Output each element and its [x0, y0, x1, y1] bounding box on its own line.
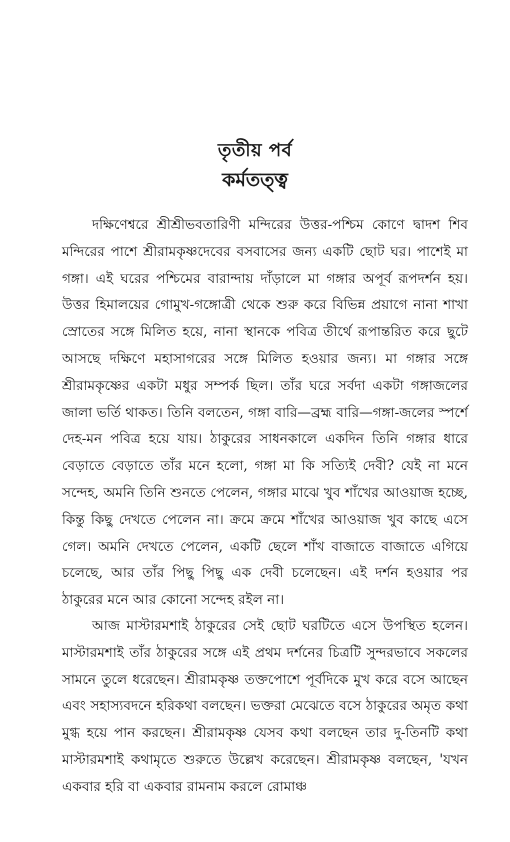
paragraph: দক্ষিণেশ্বরে শ্রীশ্রীভবতারিণী মন্দিরের উত্তর-পশ্চিম কোণে দ্বাদশ শিব মন্দিরের পাশে শ্রীরামকৃষ্ণদেবের বসবাসের জন্য একটি ছোট ঘর। পাশেই মা গঙ্গা। এই ঘরের পশ্চিমের বারান্দায় দাঁড়ালে মা গঙ্গার অপূর্ব রূপদর্শন হয়। উত্তর হিমালয়ের গোমুখ-গঙ্গোত্রী থেকে শুরু করে বিভিন্ন প্রয়াগে নানা শাখা স্রোতের সঙ্গে মিলিত হয়ে, নানা স্থানকে পবিত্র তীর্থে রূপান্তরিত করে ছুটে আসছে দক্ষিণে মহাসাগরের সঙ্গে মিলিত হওয়ার জন্য। মা গঙ্গার সঙ্গে শ্রীরামকৃষ্ণের একটা মধুর সম্পর্ক ছিল। তাঁর ঘরে সর্বদা একটা গঙ্গাজলের জালা ভর্তি থাকত। তিনি বলতেন, গঙ্গা বারি—ব্রহ্ম বারি—গঙ্গা-জলের স্পর্শে দেহ-মন পবিত্র হয়ে যায়। ঠাকুরের সাধনকালে একদিন তিনি গঙ্গার ধারে বেড়াতে বেড়াতে তাঁর মনে হলো, গঙ্গা মা কি সত্যিই দেবী? যেই না মনে সন্দেহ, অমনি তিনি শুনতে পেলেন, গঙ্গার মাঝে খুব শাঁখের আওয়াজ হচ্ছে, কিন্তু কিছু দেখতে পেলেন না। ক্রমে ক্রমে শাঁখের আওয়াজ খুব কাছে এসে গেল। অমনি দেখতে পেলেন, একটি ছেলে শাঁখ বাজাতে বাজাতে এগিয়ে চলেছে, আর তাঁর পিছু পিছু এক দেবী চলেছেন। এই দর্শন হওয়ার পর ঠাকুরের মনে আর কোনো সন্দেহ রইল না।: [62, 217, 468, 609]
paragraph-2-block: [62, 613, 468, 801]
paragraph-1-block: [62, 212, 468, 614]
paragraph: আজ মাস্টারমশাই ঠাকুরের সেই ছোট ঘরটিতে এসে উপস্থিত হলেন। মাস্টারমশাই তাঁর ঠাকুরের সঙ্গে এই প্রথম দর্শনের চিত্রটি সুন্দরভাবে সকলের সামনে তুলে ধরেছেন। শ্রীরামকৃষ্ণ তক্তপোশে পূর্বদিকে মুখ করে বসে আছেন এবং সহাস্যবদনে হরিকথা বলছেন। ভক্তরা মেঝেতে বসে ঠাকুরের অমৃত কথা মুগ্ধ হয়ে পান করছেন। শ্রীরামকৃষ্ণ যেসব কথা বলছেন তার দু-তিনটি কথা মাস্টারমশাই কথামৃতে শুরুতে উল্লেখ করেছেন। শ্রীরামকৃষ্ণ বলছেন, 'যখন একবার হরি বা একবার রামনাম করলে রোমাঞ্চ: [62, 618, 468, 795]
section-title: কর্মতত্ত্ব: [222, 169, 288, 191]
chapter-title: তৃতীয় পর্ব: [217, 140, 293, 161]
